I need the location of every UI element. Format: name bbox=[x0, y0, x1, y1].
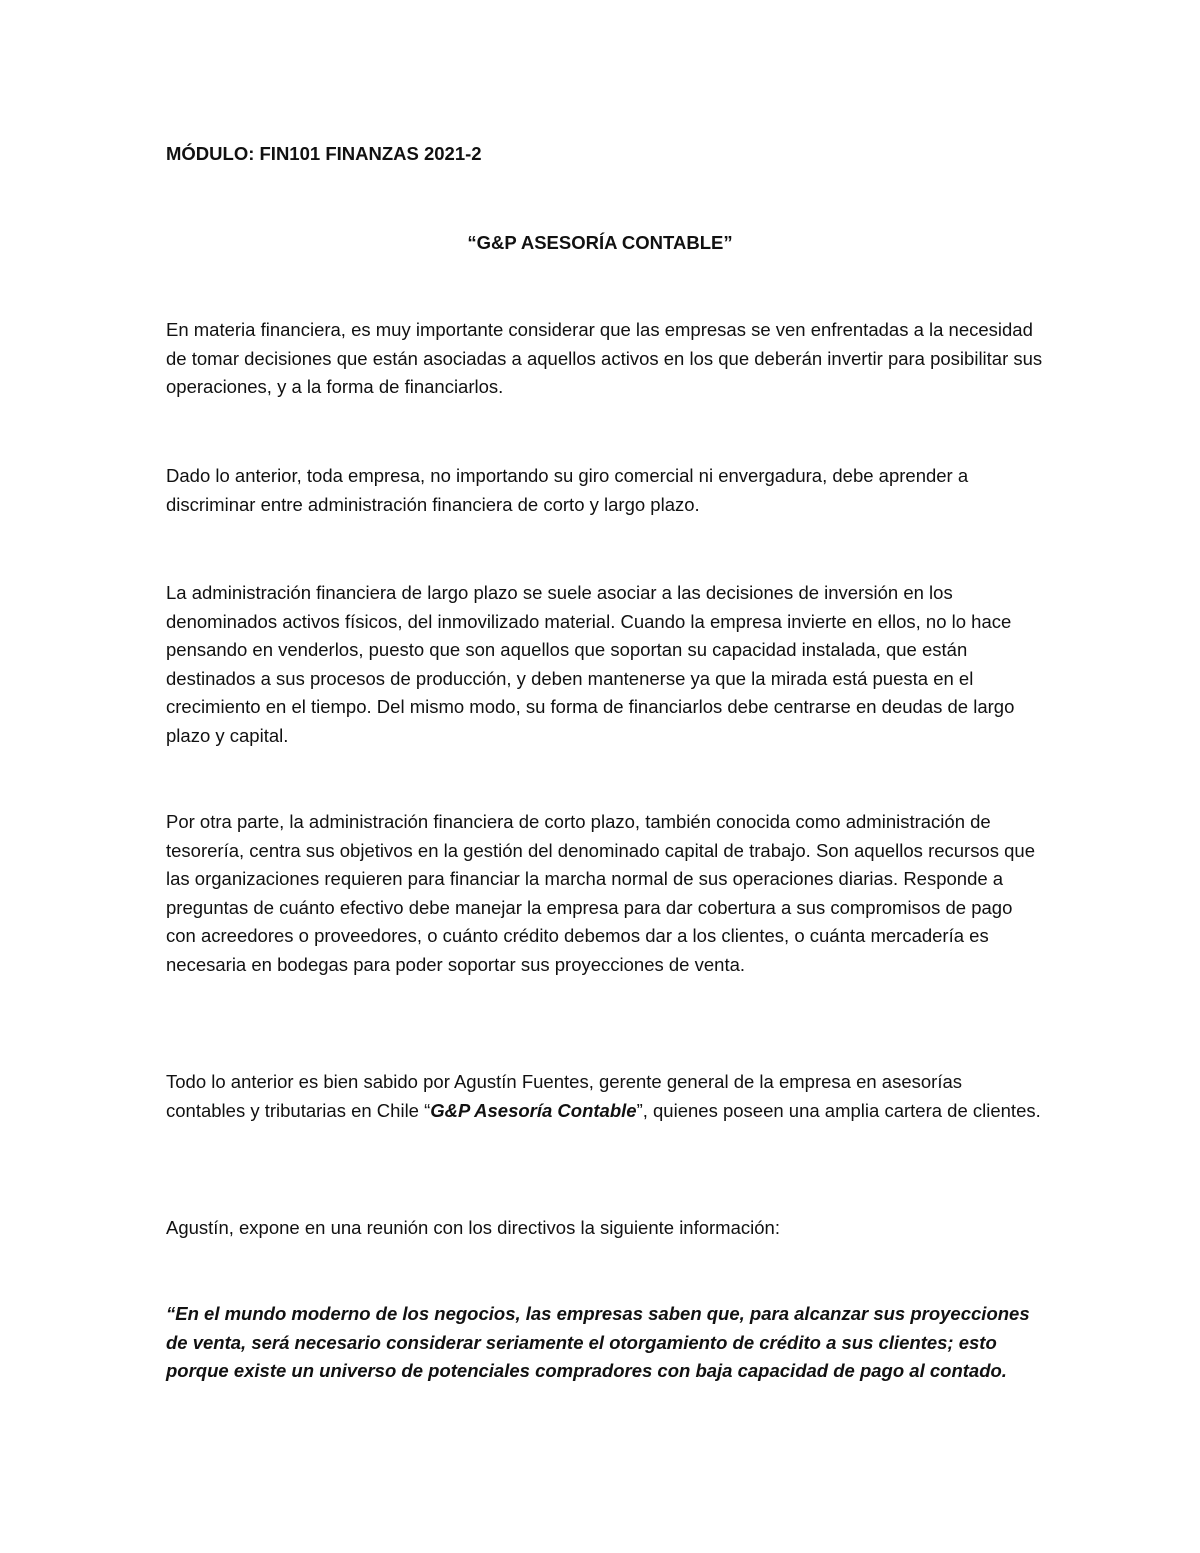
paragraph-meeting: Agustín, expone en una reunión con los directivos la siguiente información: bbox=[166, 1217, 780, 1238]
company-name-emphasis: G&P Asesoría Contable bbox=[430, 1099, 637, 1121]
paragraph-intro: En materia financiera, es muy importante considerar que las empresas se ven enfrentadas a la necesidad de tomar decisiones que están asociadas a aquellos activos en los que deberán invertir para posibilitar sus operaciones, y a la forma de financiarlos. bbox=[166, 319, 1043, 398]
module-heading: MÓDULO: FIN101 FINANZAS 2021-2 bbox=[166, 143, 482, 164]
paragraph-discriminate: Dado lo anterior, toda empresa, no importando su giro comercial ni envergadura, debe aprender a discriminar entre administración financiera de corto y largo plazo. bbox=[166, 465, 969, 515]
paragraph-company-text-end: ”, quienes poseen una amplia cartera de clientes. bbox=[636, 1099, 1041, 1121]
document-title: “G&P ASESORÍA CONTABLE” bbox=[467, 232, 733, 253]
paragraph-company bbox=[166, 1068, 1046, 1125]
quote-paragraph: “En el mundo moderno de los negocios, las empresas saben que, para alcanzar sus proyecciones de venta, será necesario considerar seriamente el otorgamiento de crédito a sus clientes; esto porque existe un universo de potenciales compradores con baja capacidad de pago al contado. bbox=[166, 1303, 1030, 1382]
paragraph-long-term: La administración financiera de largo plazo se suele asociar a las decisiones de inversión en los denominados activos físicos, del inmovilizado material. Cuando la empresa invierte en ellos, no lo hace pensando en venderlos, puesto que son aquellos que soportan su capacidad instalada, que están destinados a sus procesos de producción, y deben mantenerse ya que la mirada está puesta en el crecimiento en el tiempo. Del mismo modo, su forma de financiarlos debe centrarse en deudas de largo plazo y capital. bbox=[166, 582, 1015, 746]
paragraph-company-text-start: Todo lo anterior es bien sabido por Agustín Fuentes, gerente general de la empresa en asesorías contables y tributarias en Chile “ bbox=[166, 1071, 963, 1121]
paragraph-short-term: Por otra parte, la administración financiera de corto plazo, también conocida como administración de tesorería, centra sus objetivos en la gestión del denominado capital de trabajo. Son aquellos recursos que las organizaciones requieren para financiar la marcha normal de sus operaciones diarias. Responde a preguntas de cuánto efectivo debe manejar la empresa para dar cobertura a sus compromisos de pago con acreedores o proveedores, o cuánto crédito debemos dar a los clientes, o cuánta mercadería es necesaria en bodegas para poder soportar sus proyecciones de venta. bbox=[166, 811, 1036, 975]
